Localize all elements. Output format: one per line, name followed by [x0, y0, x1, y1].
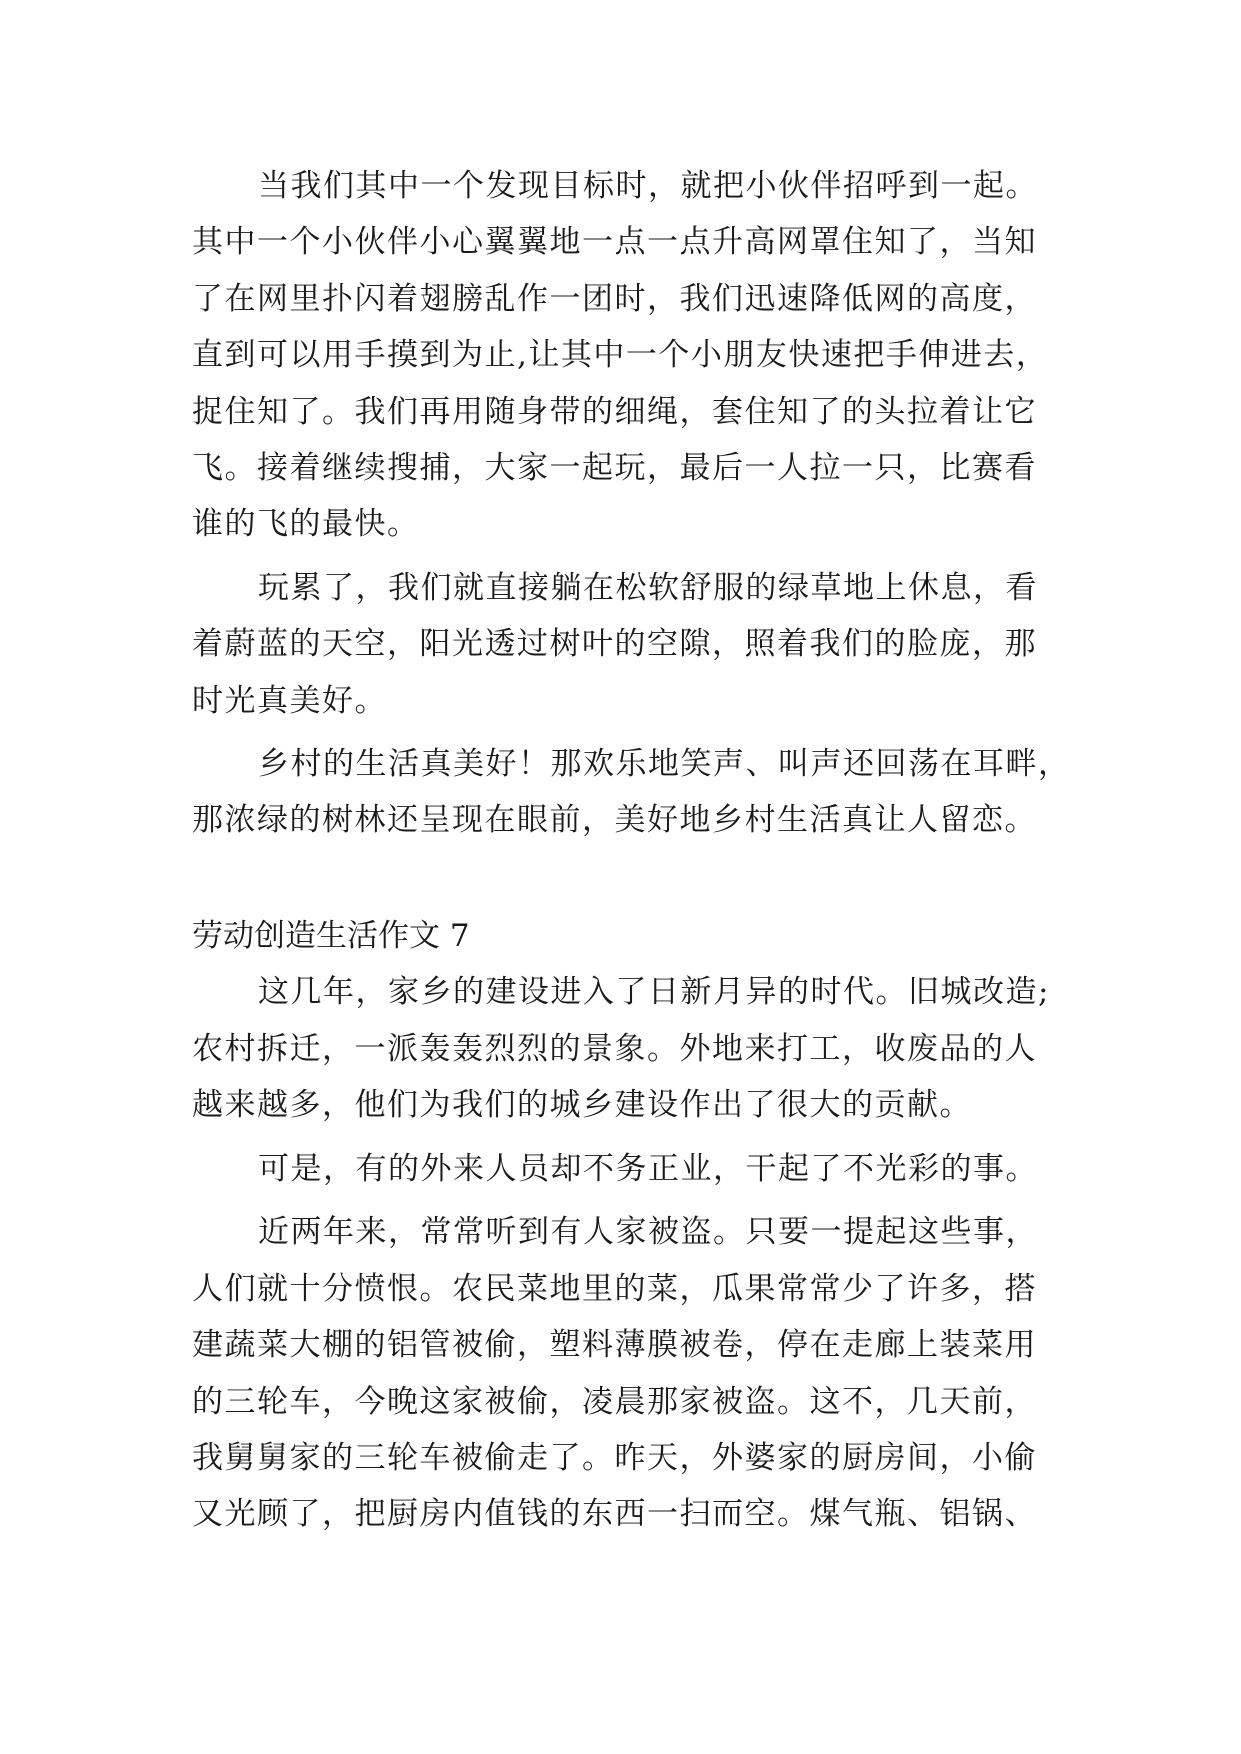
text-line: 农村拆迁，一派轰轰烈烈的景象。外地来打工，收废品的人 [192, 1031, 1037, 1067]
text-line: 了在网里扑闪着翅膀乱作一团时，我们迅速降低网的高度， [192, 281, 1037, 317]
text-line: 飞。接着继续搜捕，大家一起玩，最后一人拉一只，比赛看 [192, 450, 1037, 486]
text-line: 捉住知了。我们再用随身带的细绳，套住知了的头拉着让它 [192, 394, 1037, 430]
text-line: 当我们其中一个发现目标时，就把小伙伴招呼到一起。 [258, 168, 1038, 204]
text-line: 我舅舅家的三轮车被偷走了。昨天，外婆家的厨房间，小偷 [192, 1440, 1037, 1476]
text-line: 着蔚蓝的天空，阳光透过树叶的空隙，照着我们的脸庞，那 [192, 626, 1037, 662]
text-line: 时光真美好。 [192, 683, 387, 719]
text-line: 玩累了，我们就直接躺在松软舒服的绿草地上休息，看 [258, 570, 1038, 606]
section-heading: 劳动创造生活作文 7 [192, 918, 470, 954]
text-line: 乡村的生活真美好！那欢乐地笑声、叫声还回荡在耳畔， [258, 746, 1071, 782]
text-line: 那浓绿的树林还呈现在眼前，美好地乡村生活真让人留恋。 [192, 802, 1037, 838]
text-line: 又光顾了，把厨房内值钱的东西一扫而空。煤气瓶、铝锅、 [192, 1496, 1037, 1532]
text-line: 近两年来，常常听到有人家被盗。只要一提起这些事， [258, 1214, 1038, 1250]
text-line: 可是，有的外来人员却不务正业，干起了不光彩的事。 [258, 1151, 1038, 1187]
text-line: 谁的飞的最快。 [192, 506, 420, 542]
text-line: 这几年，家乡的建设进入了日新月异的时代。旧城改造; [258, 974, 1050, 1010]
text-line: 越来越多，他们为我们的城乡建设作出了很大的贡献。 [192, 1087, 972, 1123]
text-line: 人们就十分愤恨。农民菜地里的菜，瓜果常常少了许多，搭 [192, 1271, 1037, 1307]
text-line: 的三轮车，今晚这家被偷，凌晨那家被盗。这不，几天前， [192, 1384, 1037, 1420]
text-line: 其中一个小伙伴小心翼翼地一点一点升高网罩住知了，当知 [192, 224, 1037, 260]
text-line: 直到可以用手摸到为止,让其中一个小朋友快速把手伸进去， [192, 337, 1049, 373]
text-line: 建蔬菜大棚的铝管被偷，塑料薄膜被卷，停在走廊上装菜用 [192, 1327, 1037, 1363]
